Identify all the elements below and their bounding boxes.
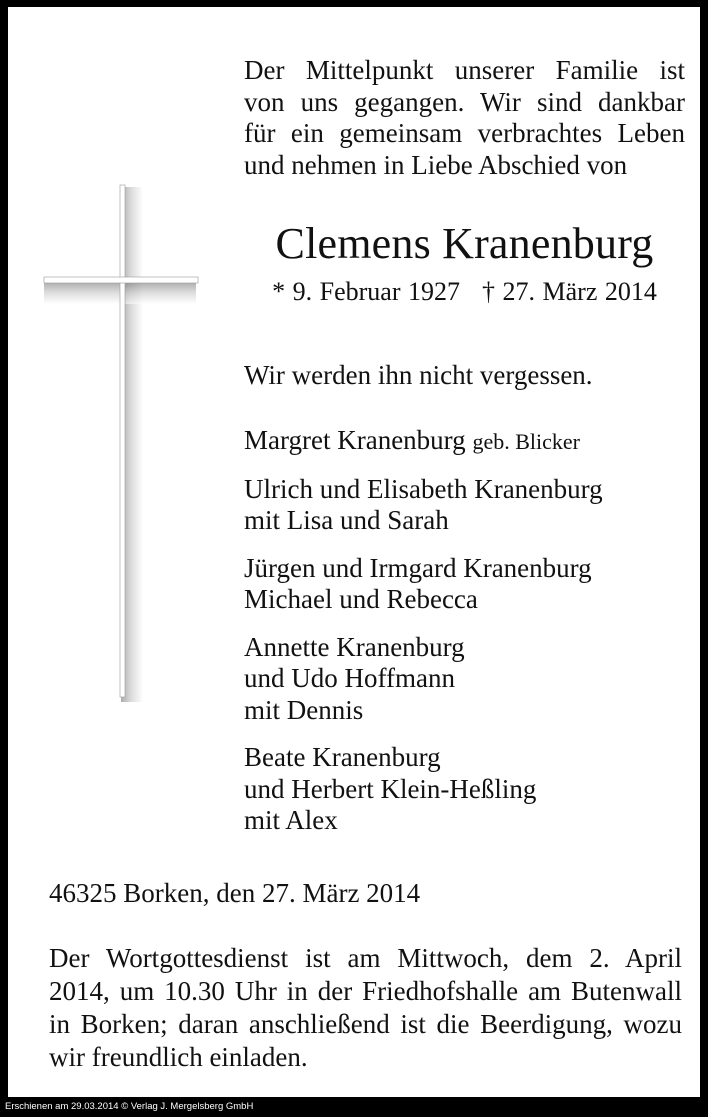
mourners-list (244, 425, 603, 853)
mourner-line: mit Lisa und Sarah (244, 505, 449, 535)
life-dates (244, 277, 685, 307)
deceased-name: Clemens Kranenburg (275, 219, 654, 268)
place-and-date: 46325 Borken, den 27. März 2014 (49, 878, 421, 908)
maiden-name: geb. Blicker (472, 429, 580, 454)
service-line: Der Wortgottesdienst ist am Mittwoch, dem 2. April (49, 943, 682, 973)
intro-line: und nehmen in Liebe Abschied von (244, 149, 628, 180)
mourner-entry (244, 425, 603, 458)
remembrance-line: Wir werden ihn nicht vergessen. (244, 360, 593, 390)
intro-line: von uns gegangen. Wir sind dankbar (244, 86, 685, 117)
intro-text (244, 55, 685, 181)
mourner-line: Margret Kranenburg (244, 425, 466, 455)
service-line: wir freundlich einladen. (49, 1042, 308, 1072)
intro-line: Der Mittelpunkt unserer Familie ist (244, 55, 685, 85)
mourner-line: Beate Kranenburg (244, 742, 441, 772)
mourner-line: Ulrich und Elisabeth Kranenburg (244, 473, 603, 504)
mourner-line: und Herbert Klein-Heßling (244, 773, 537, 804)
mourner-line: Annette Kranenburg (244, 631, 465, 662)
service-line: in Borken; daran anschließend ist die Beerdigung, wozu (49, 1009, 682, 1039)
publication-footer: Erschienen am 29.03.2014 © Verlag J. Mergelsberg GmbH (5, 1101, 254, 1112)
mourner-entry (244, 474, 603, 537)
service-info (49, 942, 682, 1074)
service-line: 2014, um 10.30 Uhr in der Friedhofshalle am Butenwall (49, 976, 682, 1006)
mourner-line: und Udo Hoffmann (244, 663, 455, 693)
mourner-line: Michael und Rebecca (244, 584, 478, 614)
intro-line: für ein gemeinsam verbrachtes Leben (244, 118, 685, 148)
mourner-line: mit Dennis (244, 694, 364, 725)
mourner-line: Jürgen und Irmgard Kranenburg (244, 552, 592, 583)
birth-date: * 9. Februar 1927 (272, 277, 460, 306)
mourner-entry (244, 742, 603, 837)
death-date: † 27. März 2014 (482, 277, 657, 306)
obituary-notice (8, 7, 700, 1097)
cross-icon (38, 177, 208, 707)
mourner-line: mit Alex (244, 805, 338, 835)
mourner-entry (244, 632, 603, 727)
mourner-entry (244, 553, 603, 616)
